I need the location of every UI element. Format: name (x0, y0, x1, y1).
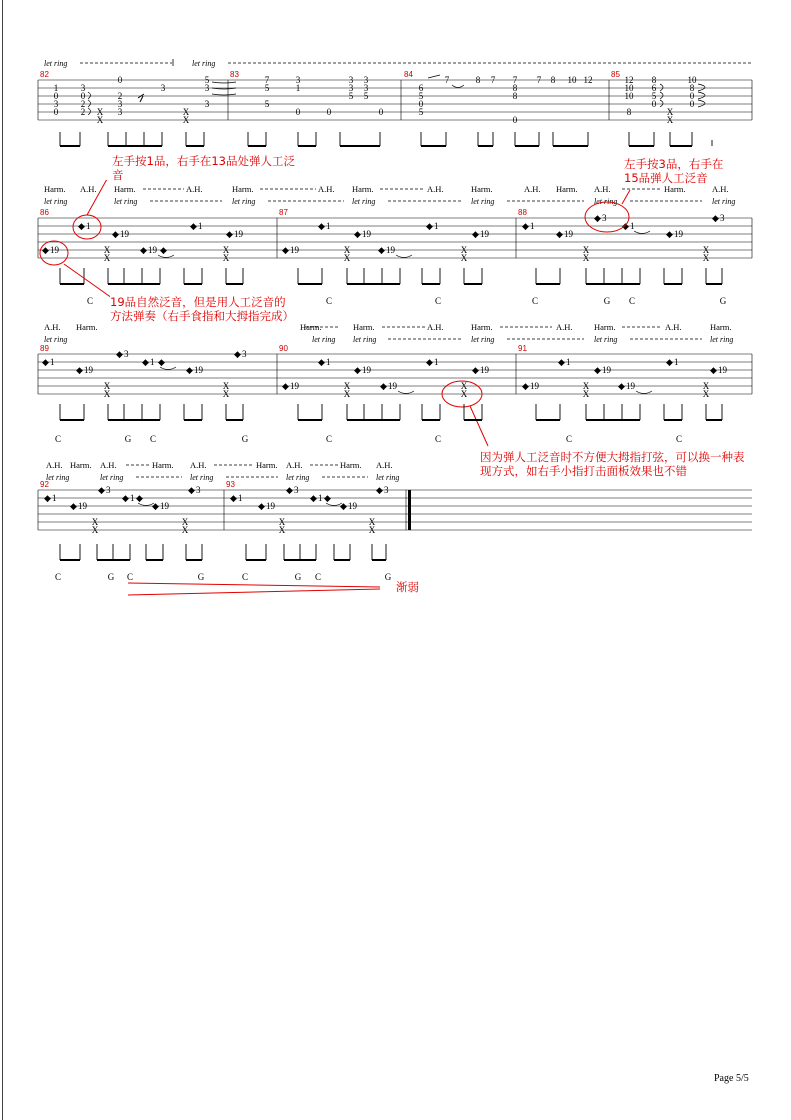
fret-number: 19 (160, 501, 169, 511)
dead-note: X (103, 253, 111, 263)
fret-number: 3 (348, 75, 354, 85)
harmonic-note: ◆ (226, 229, 233, 239)
harmonic-note: ◆ (282, 245, 289, 255)
fret-number: 19 (386, 245, 395, 255)
chord-label: G (384, 572, 392, 582)
harmonic-note: ◆ (188, 485, 195, 495)
chord-label: G (603, 296, 611, 306)
dead-note: X (343, 245, 351, 255)
fret-number: 19 (148, 245, 157, 255)
ah-label: A.H. (286, 460, 303, 470)
harmonic-note: ◆ (556, 229, 563, 239)
annotation-left-hand-3: 左手按3品，右手在15品弹人工泛音 (624, 157, 724, 185)
dead-note: X (343, 381, 351, 391)
harmonic-note: ◆ (152, 501, 159, 511)
chord-label: C (531, 296, 539, 306)
fret-number: 7 (264, 75, 270, 85)
fret-number: 19 (290, 245, 299, 255)
chord-label: C (325, 296, 333, 306)
dead-note: X (702, 253, 710, 263)
fret-number: 10 (567, 75, 577, 85)
fret-number: 8 (550, 75, 556, 85)
harmonic-note: ◆ (42, 245, 49, 255)
fret-number: 3 (348, 83, 354, 93)
chord-label: C (149, 434, 157, 444)
harmonic-note: ◆ (122, 493, 129, 503)
chord-label: G (719, 296, 727, 306)
bar-number: 87 (279, 208, 288, 217)
fret-number: 12 (624, 75, 634, 85)
fret-number: 0 (80, 91, 86, 101)
harmonic-note: ◆ (318, 357, 325, 367)
dead-note: X (460, 389, 468, 399)
let-ring-label: let ring (712, 197, 736, 206)
harm-label: Harm. (556, 184, 578, 194)
dead-note: X (91, 517, 99, 527)
annotation-diminuendo: 渐弱 (396, 580, 419, 594)
fret-number: 1 (238, 493, 243, 503)
harm-label: Harm. (664, 184, 686, 194)
fret-number: 5 (418, 107, 424, 117)
fret-number: 5 (418, 91, 424, 101)
dead-note: X (103, 245, 111, 255)
fret-number: 12 (583, 75, 593, 85)
harmonic-note: ◆ (666, 229, 673, 239)
ah-label: A.H. (100, 460, 117, 470)
harmonic-note: ◆ (594, 365, 601, 375)
fret-number: 3 (384, 485, 389, 495)
fret-number: 1 (630, 221, 635, 231)
harmonic-note: ◆ (340, 501, 347, 511)
harmonic-note: ◆ (136, 493, 143, 503)
fret-number: 1 (53, 83, 59, 93)
let-ring-label: let ring (352, 197, 376, 206)
harm-label: Harm. (300, 322, 322, 332)
chord-label: C (675, 434, 683, 444)
annotation-natural-harmonic: 19品自然泛音，但是用人工泛音的方法弹奏（右手食指和大拇指完成） (110, 295, 294, 323)
fret-number: 5 (204, 75, 210, 85)
chord-label: G (241, 434, 249, 444)
harmonic-note: ◆ (318, 221, 325, 231)
dead-note: X (103, 389, 111, 399)
dead-note: X (222, 245, 230, 255)
dead-note: X (368, 525, 376, 535)
dead-note: X (343, 389, 351, 399)
dead-note: X (343, 253, 351, 263)
chord-label: G (107, 572, 115, 582)
harm-label: Harm. (76, 322, 98, 332)
harmonic-note: ◆ (140, 245, 147, 255)
harmonic-note: ◆ (70, 501, 77, 511)
fret-number: 8 (626, 107, 632, 117)
chord-label: C (434, 434, 442, 444)
fret-number: 3 (160, 83, 166, 93)
dead-note: X (181, 525, 189, 535)
fret-number: 5 (363, 91, 369, 101)
ah-label: A.H. (376, 460, 393, 470)
harm-label: Harm. (594, 322, 616, 332)
dead-note: X (460, 381, 468, 391)
ah-label: A.H. (665, 322, 682, 332)
fret-number: 0 (117, 75, 123, 85)
fret-number: 5 (264, 83, 270, 93)
harmonic-note: ◆ (354, 365, 361, 375)
fret-number: 19 (290, 381, 299, 391)
fret-number: 1 (86, 221, 91, 231)
harmonic-note: ◆ (712, 213, 719, 223)
let-ring-label: let ring (44, 59, 68, 68)
harmonic-note: ◆ (78, 221, 85, 231)
harmonic-note: ◆ (258, 501, 265, 511)
let-ring-label: let ring (286, 473, 310, 482)
dead-note: X (368, 517, 376, 527)
ah-label: A.H. (186, 184, 203, 194)
fret-number: 3 (363, 75, 369, 85)
fret-number: 19 (78, 501, 87, 511)
fret-number: 3 (295, 75, 301, 85)
harmonic-note: ◆ (354, 229, 361, 239)
fret-number: 6 (418, 83, 424, 93)
ah-label: A.H. (318, 184, 335, 194)
harmonic-note: ◆ (378, 245, 385, 255)
fret-number: 8 (651, 75, 657, 85)
fret-number: 19 (120, 229, 129, 239)
dead-note: X (582, 245, 590, 255)
let-ring-label: let ring (44, 335, 68, 344)
fret-number: 5 (348, 91, 354, 101)
harmonic-note: ◆ (426, 221, 433, 231)
annotation-left-hand-1: 左手按1品，右手在13品处弹人工泛音 (112, 154, 295, 182)
bar-number: 91 (518, 344, 527, 353)
harmonic-note: ◆ (98, 485, 105, 495)
fret-number: 3 (117, 107, 123, 117)
harmonic-note: ◆ (186, 365, 193, 375)
harmonic-note: ◆ (282, 381, 289, 391)
fret-number: 8 (689, 83, 695, 93)
let-ring-label: let ring (44, 197, 68, 206)
harmonic-note: ◆ (376, 485, 383, 495)
fret-number: 19 (718, 365, 727, 375)
harm-label: Harm. (232, 184, 254, 194)
fret-number: 3 (124, 349, 129, 359)
fret-number: 8 (475, 75, 481, 85)
fret-number: 19 (530, 381, 539, 391)
bar-number: 83 (230, 70, 239, 79)
chord-label: C (54, 572, 62, 582)
fret-number: 1 (52, 493, 57, 503)
tab-system-3 (0, 318, 791, 448)
fret-number: 0 (689, 99, 695, 109)
dead-note: X (460, 245, 468, 255)
dead-note: X (582, 389, 590, 399)
fret-number: 3 (363, 83, 369, 93)
fret-number: 0 (418, 99, 424, 109)
fret-number: 3 (53, 99, 59, 109)
chord-label: C (126, 572, 134, 582)
let-ring-label: let ring (471, 335, 495, 344)
let-ring-label: let ring (353, 335, 377, 344)
fret-number: 1 (295, 83, 301, 93)
harm-label: Harm. (256, 460, 278, 470)
chord-label: G (197, 572, 205, 582)
bar-number: 84 (404, 70, 413, 79)
harmonic-note: ◆ (558, 357, 565, 367)
fret-number: 3 (106, 485, 111, 495)
dead-note: X (182, 107, 190, 117)
harm-label: Harm. (710, 322, 732, 332)
fret-number: 1 (198, 221, 203, 231)
fret-number: 3 (720, 213, 725, 223)
fret-number: 19 (84, 365, 93, 375)
let-ring-label: let ring (471, 197, 495, 206)
fret-number: 3 (602, 213, 607, 223)
fret-number: 7 (512, 75, 518, 85)
chord-label: C (325, 434, 333, 444)
harmonic-note: ◆ (710, 365, 717, 375)
harm-label: Harm. (352, 184, 374, 194)
ah-label: A.H. (80, 184, 97, 194)
harmonic-note: ◆ (310, 493, 317, 503)
bar-number: 89 (40, 344, 49, 353)
harmonic-note: ◆ (472, 229, 479, 239)
fret-number: 5 (264, 99, 270, 109)
harmonic-note: ◆ (76, 365, 83, 375)
bar-number: 92 (40, 480, 49, 489)
fret-number: 19 (348, 501, 357, 511)
fret-number: 19 (362, 365, 371, 375)
dead-note: X (96, 115, 104, 125)
fret-number: 19 (480, 229, 489, 239)
fret-number: 10 (624, 83, 634, 93)
fret-number: 1 (566, 357, 571, 367)
fret-number: 6 (651, 83, 657, 93)
fret-number: 1 (318, 493, 323, 503)
bar-number: 86 (40, 208, 49, 217)
dead-note: X (278, 517, 286, 527)
chord-label: G (294, 572, 302, 582)
chord-label: C (241, 572, 249, 582)
bar-number: 82 (40, 70, 49, 79)
chord-label: C (54, 434, 62, 444)
harmonic-note: ◆ (142, 357, 149, 367)
dead-note: X (582, 381, 590, 391)
fret-number: 0 (651, 99, 657, 109)
fret-number: 3 (117, 99, 123, 109)
fret-number: 2 (80, 99, 86, 109)
chord-label: C (314, 572, 322, 582)
fret-number: 0 (53, 107, 59, 117)
fret-number: 3 (196, 485, 201, 495)
ah-label: A.H. (427, 184, 444, 194)
ah-label: A.H. (524, 184, 541, 194)
fret-number: 19 (194, 365, 203, 375)
harmonic-note: ◆ (622, 221, 629, 231)
chord-label: C (628, 296, 636, 306)
ah-label: A.H. (190, 460, 207, 470)
harm-label: Harm. (353, 322, 375, 332)
harmonic-note: ◆ (158, 357, 165, 367)
let-ring-label: let ring (46, 473, 70, 482)
fret-number: 0 (378, 107, 384, 117)
harmonic-note: ◆ (234, 349, 241, 359)
harm-label: Harm. (114, 184, 136, 194)
ah-label: A.H. (44, 322, 61, 332)
harmonic-note: ◆ (618, 381, 625, 391)
fret-number: 19 (362, 229, 371, 239)
fret-number: 10 (624, 91, 634, 101)
harmonic-note: ◆ (426, 357, 433, 367)
dead-note: X (666, 107, 674, 117)
harmonic-note: ◆ (190, 221, 197, 231)
let-ring-label: let ring (114, 197, 138, 206)
let-ring-label: let ring (376, 473, 400, 482)
harm-label: Harm. (340, 460, 362, 470)
let-ring-label: let ring (594, 197, 618, 206)
fret-number: 19 (674, 229, 683, 239)
dead-note: X (91, 525, 99, 535)
fret-number: 1 (50, 357, 55, 367)
fret-number: 0 (326, 107, 332, 117)
fret-number: 19 (388, 381, 397, 391)
fret-number: 19 (602, 365, 611, 375)
fret-number: 3 (204, 83, 210, 93)
bar-number: 90 (279, 344, 288, 353)
dead-note: X (278, 525, 286, 535)
chord-label: C (434, 296, 442, 306)
fret-number: 3 (80, 83, 86, 93)
fret-number: 19 (266, 501, 275, 511)
dead-note: X (666, 115, 674, 125)
harmonic-note: ◆ (230, 493, 237, 503)
page-number: Page 5/5 (714, 1073, 749, 1084)
harmonic-note: ◆ (472, 365, 479, 375)
let-ring-label: let ring (710, 335, 734, 344)
harm-label: Harm. (471, 322, 493, 332)
fret-number: 19 (626, 381, 635, 391)
bar-number: 85 (611, 70, 620, 79)
fret-number: 1 (530, 221, 535, 231)
chord-label: C (86, 296, 94, 306)
ah-label: A.H. (594, 184, 611, 194)
harmonic-note: ◆ (324, 493, 331, 503)
harmonic-note: ◆ (286, 485, 293, 495)
fret-number: 0 (53, 91, 59, 101)
fret-number: 7 (536, 75, 542, 85)
dead-note: X (702, 245, 710, 255)
fret-number: 19 (564, 229, 573, 239)
fret-number: 1 (326, 357, 331, 367)
harmonic-note: ◆ (380, 381, 387, 391)
dead-note: X (96, 107, 104, 117)
fret-number: 10 (687, 75, 697, 85)
dead-note: X (582, 253, 590, 263)
let-ring-label: let ring (100, 473, 124, 482)
let-ring-label: let ring (190, 473, 214, 482)
fret-number: 1 (130, 493, 135, 503)
fret-number: 3 (204, 99, 210, 109)
chord-label: G (124, 434, 132, 444)
fret-number: 19 (480, 365, 489, 375)
harm-label: Harm. (70, 460, 92, 470)
harmonic-note: ◆ (522, 381, 529, 391)
ah-label: A.H. (712, 184, 729, 194)
let-ring-label: let ring (192, 59, 216, 68)
let-ring-label: let ring (312, 335, 336, 344)
harmonic-note: ◆ (44, 493, 51, 503)
fret-number: 1 (674, 357, 679, 367)
bar-number: 93 (226, 480, 235, 489)
fret-number: 3 (294, 485, 299, 495)
dead-note: X (222, 389, 230, 399)
harmonic-note: ◆ (116, 349, 123, 359)
fret-number: 0 (295, 107, 301, 117)
harm-label: Harm. (471, 184, 493, 194)
annotation-thumb-alternative: 因为弹人工泛音时不方便大拇指打弦，可以换一种表现方式，如右手小指打击面板效果也不错 (480, 450, 745, 478)
dead-note: X (702, 389, 710, 399)
chord-label: C (565, 434, 573, 444)
ah-label: A.H. (556, 322, 573, 332)
let-ring-label: let ring (232, 197, 256, 206)
fret-number: 1 (326, 221, 331, 231)
ah-label: A.H. (46, 460, 63, 470)
let-ring-label: let ring (594, 335, 618, 344)
dead-note: X (702, 381, 710, 391)
dead-note: X (460, 253, 468, 263)
dead-note: X (181, 517, 189, 527)
fret-number: 8 (512, 83, 518, 93)
fret-number: 8 (512, 91, 518, 101)
fret-number: 19 (50, 245, 59, 255)
harmonic-note: ◆ (112, 229, 119, 239)
fret-number: 5 (651, 91, 657, 101)
fret-number: 2 (117, 91, 123, 101)
fret-number: 0 (689, 91, 695, 101)
fret-number: 1 (434, 221, 439, 231)
fret-number: 19 (234, 229, 243, 239)
dead-note: X (182, 115, 190, 125)
harmonic-note: ◆ (160, 245, 167, 255)
fret-number: 7 (444, 75, 450, 85)
harmonic-note: ◆ (522, 221, 529, 231)
fret-number: 1 (434, 357, 439, 367)
dead-note: X (103, 381, 111, 391)
harm-label: Harm. (152, 460, 174, 470)
fret-number: 1 (150, 357, 155, 367)
harmonic-note: ◆ (666, 357, 673, 367)
dead-note: X (222, 253, 230, 263)
harmonic-note: ◆ (42, 357, 49, 367)
fret-number: 2 (80, 107, 86, 117)
dead-note: X (222, 381, 230, 391)
fret-number: 3 (242, 349, 247, 359)
ah-label: A.H. (427, 322, 444, 332)
harm-label: Harm. (44, 184, 66, 194)
fret-number: 0 (512, 115, 518, 125)
harmonic-note: ◆ (594, 213, 601, 223)
bar-number: 88 (518, 208, 527, 217)
fret-number: 7 (490, 75, 496, 85)
